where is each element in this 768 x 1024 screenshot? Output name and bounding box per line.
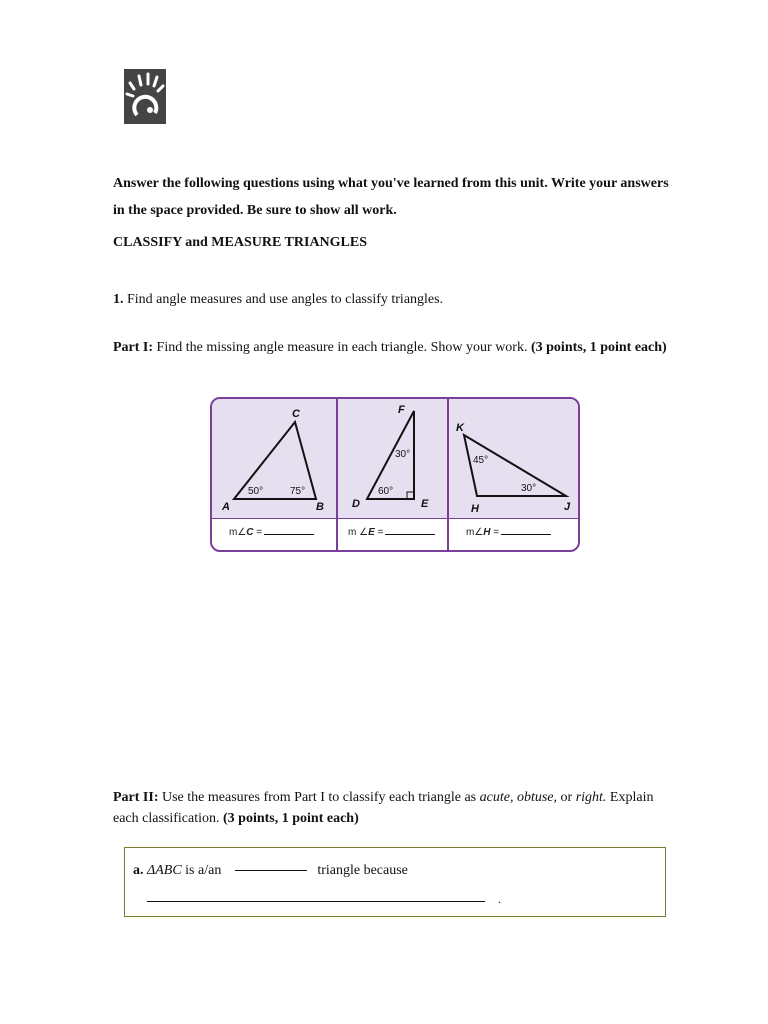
answer-box-a xyxy=(124,847,666,917)
measure-prefix: m ∠ xyxy=(348,527,369,538)
vertex-c-label: C xyxy=(292,408,300,420)
explanation-blank[interactable] xyxy=(147,901,485,902)
measure-var: H xyxy=(483,527,491,538)
angle-b-label: 75° xyxy=(290,486,306,497)
vertex-b-label: B xyxy=(316,501,324,513)
vertex-e-label: E xyxy=(421,498,429,510)
part-1-text: Find the missing angle measure in each triangle. Show your work. xyxy=(153,340,531,355)
instructions: Answer the following questions using what you've learned from this unit. Write your answers in the space provided. Be sure to show all work. xyxy=(113,176,669,218)
part-1-points: (3 points, 1 point each) xyxy=(530,340,667,355)
triangles-svg xyxy=(212,399,580,519)
triangle-name: ΔABC xyxy=(147,863,182,878)
measure-var: C xyxy=(246,527,254,538)
triangle-figures xyxy=(210,397,580,552)
angle-d-label: 60° xyxy=(378,486,394,497)
part-2-text-2: Explain each classification. xyxy=(113,790,654,826)
vertex-j-label: J xyxy=(564,501,571,513)
question-1 xyxy=(113,286,443,313)
measure-c xyxy=(229,527,314,538)
answer-a-line xyxy=(133,863,408,879)
part-2-text: Use the measures from Part I to classify each triangle as xyxy=(158,790,480,805)
measure-suffix: = xyxy=(374,527,384,538)
angle-j-label: 30° xyxy=(521,483,537,494)
part-1-prompt xyxy=(113,338,678,358)
vertex-f-label: F xyxy=(398,404,405,416)
section-title: CLASSIFY and MEASURE TRIANGLES xyxy=(113,235,368,250)
part-1-label: Part I: xyxy=(113,340,154,355)
angle-f-label: 30° xyxy=(395,449,411,460)
vertex-a-label: A xyxy=(222,501,230,513)
answer-a-label: a. xyxy=(133,863,144,878)
term-obtuse: obtuse, xyxy=(513,790,558,805)
measure-suffix: = xyxy=(490,527,500,538)
measure-prefix: m∠ xyxy=(466,527,484,538)
answer-blank[interactable] xyxy=(385,534,435,535)
measure-h xyxy=(466,527,551,538)
part-2-or: or xyxy=(557,790,576,805)
measure-prefix: m∠ xyxy=(229,527,247,538)
question-number: 1. xyxy=(113,292,124,307)
answer-a-is: is a/an xyxy=(181,863,222,878)
vertex-k-label: K xyxy=(456,422,464,434)
angle-k-label: 45° xyxy=(473,455,489,466)
classification-blank[interactable] xyxy=(235,870,307,871)
angle-a-label: 50° xyxy=(248,486,264,497)
logo-icon xyxy=(124,69,166,124)
vertex-d-label: D xyxy=(352,498,360,510)
part-2-points: (3 points, 1 point each) xyxy=(223,811,359,826)
question-text: Find angle measures and use angles to classify triangles. xyxy=(123,292,444,307)
term-acute: acute, xyxy=(479,790,514,805)
answer-blank[interactable] xyxy=(264,534,314,535)
part-2-prompt xyxy=(113,787,678,829)
measure-suffix: = xyxy=(253,527,263,538)
answer-a-period: . xyxy=(498,892,501,906)
answer-blank[interactable] xyxy=(501,534,551,535)
measure-e xyxy=(348,527,435,538)
measure-var: E xyxy=(368,527,375,538)
part-2-label: Part II: xyxy=(113,790,159,805)
answer-a-because: triangle because xyxy=(317,863,408,878)
term-right: right. xyxy=(575,790,607,805)
vertex-h-label: H xyxy=(471,503,479,515)
